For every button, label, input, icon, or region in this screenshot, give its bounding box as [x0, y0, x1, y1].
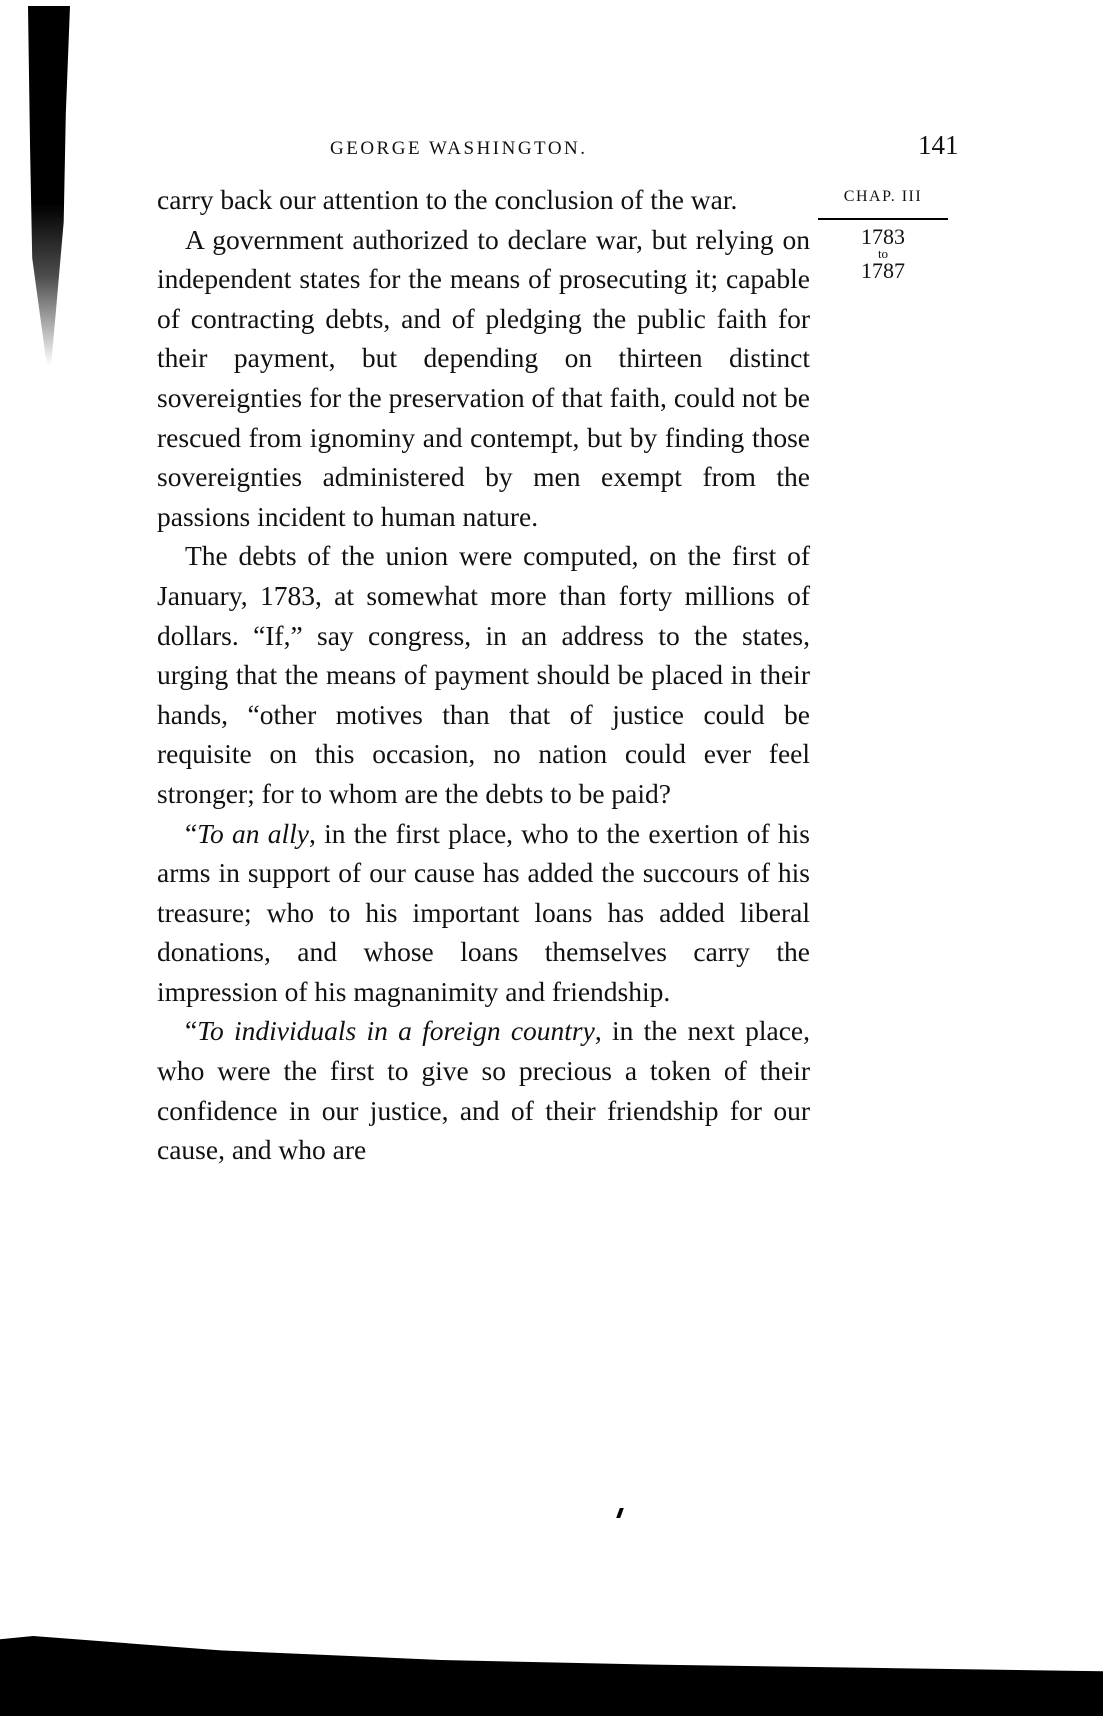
italic-phrase: To an ally	[197, 817, 309, 849]
paragraph-ally	[157, 814, 810, 1012]
date-end: 1787	[861, 258, 905, 283]
paragraph-text: The debts of the union were computed, on the first of January, 1783, at somewhat more than forty millions of dollars. “If,” say congress, in an address to the states, urging that the means of payment should be placed in their hands, “other motives than that of justice could be requisite on this occasion, no nation could ever feel stronger; for to whom are the debts to be paid?	[157, 540, 810, 809]
date-start: 1783	[861, 224, 905, 249]
binding-shadow	[28, 6, 70, 366]
paragraph-text: , in the first place, who to the exertion of his arms in support of our cause has added the succours of his treasure; who to his important loans has added liberal donations, and whose loans themselves carry the impression of his magnanimity and friendship.	[157, 817, 810, 1007]
text-column	[157, 180, 810, 1170]
paragraph-government	[157, 220, 810, 537]
paragraph-text: A government authorized to declare war, but relying on independent states for the means of prosecuting it; capable of contracting debts, and of pledging the public faith for their payment, but depending on thirteen distinct sovereignties for the preservation of that faith, could not be rescued from ignominy and contempt, but by finding those sovereignties administered by men exempt from the passions incident to human nature.	[157, 223, 810, 532]
running-head: GEORGE WASHINGTON.	[330, 138, 588, 159]
date-connector: to	[877, 246, 889, 261]
paragraph-debts	[157, 536, 810, 813]
paragraph-text: carry back our attention to the conclusion of the war.	[157, 184, 738, 215]
open-quote: “	[185, 817, 198, 849]
margin-note	[818, 188, 948, 282]
paragraph-text: , in the next place, who were the first to give so precious a token of their confidence in our justice, and of their friendship for our cause, and who are	[157, 1015, 810, 1166]
paragraph-continuation	[157, 180, 810, 220]
paragraph-individuals	[157, 1011, 810, 1169]
chapter-label: CHAP. III	[843, 188, 923, 205]
page-number: 141	[918, 130, 959, 160]
bottom-scan-band	[0, 1636, 1103, 1716]
italic-phrase: To individuals in a foreign country	[197, 1015, 595, 1047]
open-quote: “	[185, 1015, 198, 1047]
scan-speck	[616, 1508, 624, 1518]
chapter-rule	[818, 218, 948, 220]
